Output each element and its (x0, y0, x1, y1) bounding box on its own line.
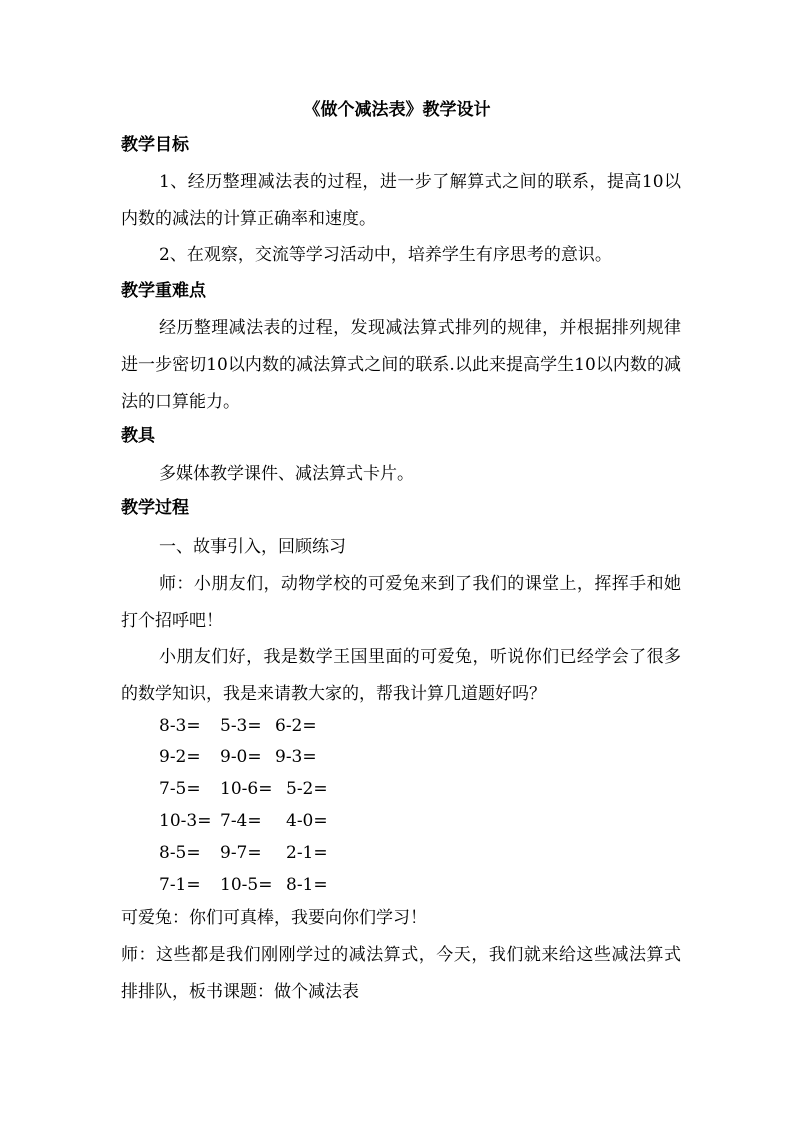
equation: 5-3= (220, 716, 262, 736)
equation: 9-7= (220, 843, 262, 863)
equation: 2-1= (286, 843, 328, 863)
equation: 9-2= (159, 747, 201, 767)
equation: 9-3= (275, 747, 317, 767)
equation: 10-6= (220, 779, 273, 799)
key-points-text: 经历整理减法表的过程，发现减法算式排列的规律，并根据排列规律进一步密切10以内数的减法算式之间的联系.以此来提高学生10以内数的减法的口算能力。 (121, 318, 681, 412)
heading-key-points: 教学重难点 (121, 281, 206, 301)
heading-teaching-tools: 教具 (121, 426, 155, 446)
goal-item-2: 2、在观察，交流等学习活动中，培养学生有序思考的意识。 (159, 245, 612, 265)
teacher-topic-paragraph: 师：这些都是我们刚刚学过的减法算式，今天，我们就来给这些减法算式排排队，板书课题：做个减法表 (121, 945, 681, 1002)
process-step-1: 一、故事引入，回顾练习 (159, 537, 346, 557)
equation: 7-4= (220, 811, 262, 831)
equation: 9-0= (220, 747, 262, 767)
equation: 5-2= (286, 779, 328, 799)
heading-teaching-process: 教学过程 (121, 498, 189, 518)
teaching-tools-text: 多媒体教学课件、减法算式卡片。 (159, 464, 414, 484)
heading-teaching-goals: 教学目标 (121, 135, 189, 155)
equation: 7-1= (159, 875, 201, 895)
equation: 8-5= (159, 843, 201, 863)
document-title: 《做个减法表》教学设计 (303, 100, 491, 120)
goal-item-1: 1、经历整理减法表的过程，进一步了解算式之间的联系，提高10以内数的减法的计算正确率和速度。 (121, 172, 681, 229)
equation: 8-1= (286, 875, 328, 895)
rabbit-praise-line: 可爱兔：你们可真棒，我要向你们学习！ (121, 908, 427, 928)
equation: 6-2= (275, 716, 317, 736)
equation: 10-5= (220, 875, 273, 895)
teacher-intro-paragraph: 师：小朋友们，动物学校的可爱兔来到了我们的课堂上，挥挥手和她打个招呼吧！ (121, 574, 681, 631)
equation: 10-3= (159, 811, 212, 831)
equation: 7-5= (159, 779, 201, 799)
equation: 8-3= (159, 716, 201, 736)
rabbit-intro-paragraph: 小朋友们好，我是数学王国里面的可爱兔，听说你们已经学会了很多的数学知识，我是来请教大家的，帮我计算几道题好吗？ (121, 647, 681, 704)
equation: 4-0= (286, 811, 328, 831)
